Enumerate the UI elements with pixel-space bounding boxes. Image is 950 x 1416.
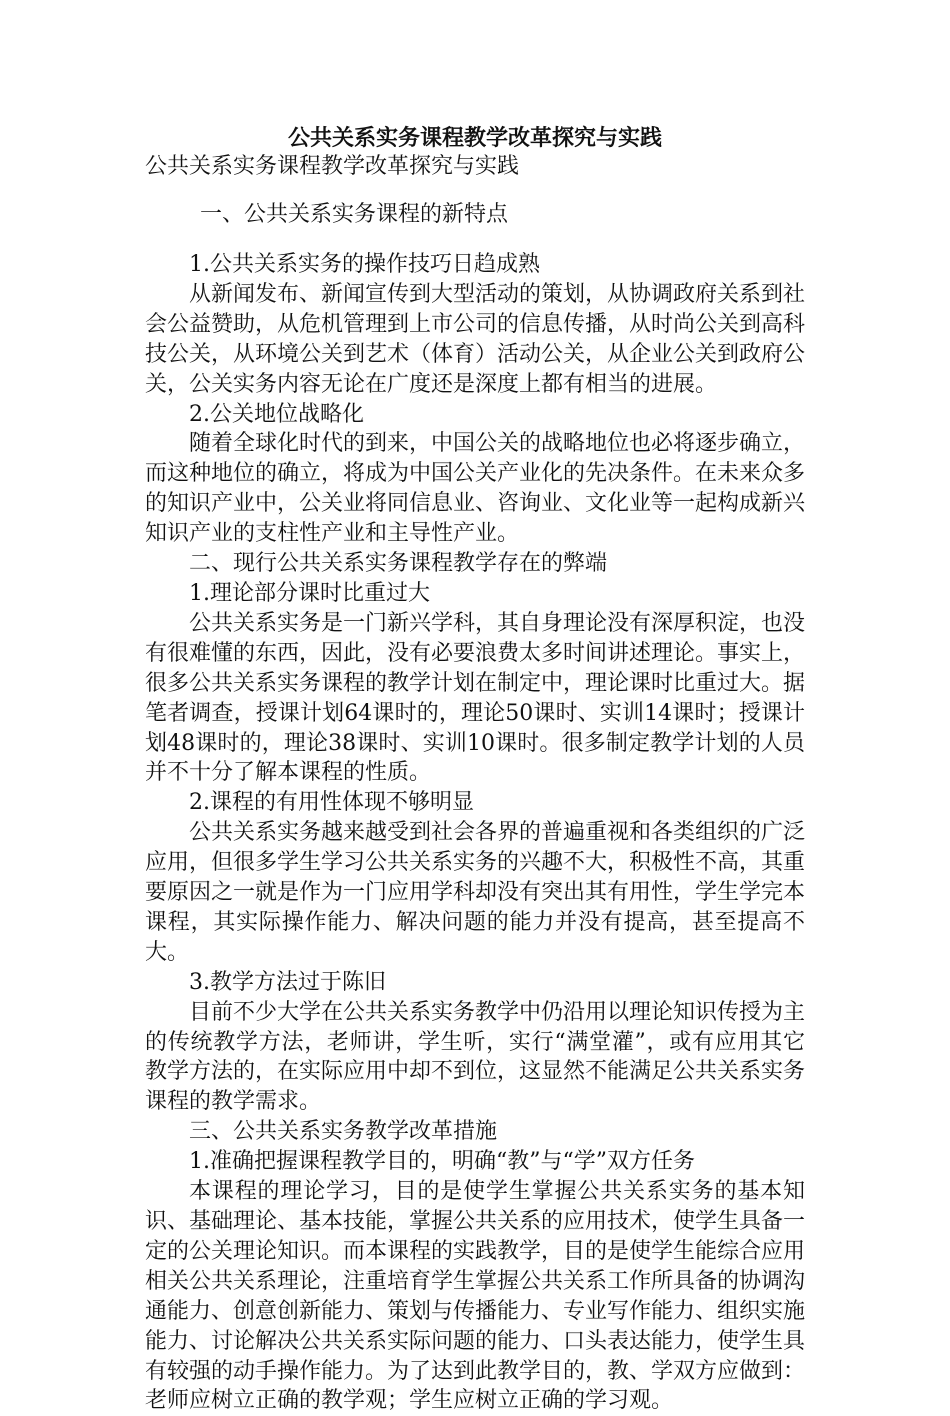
section-heading-3: 三、公共关系实务教学改革措施 [189, 1119, 498, 1145]
subheading-2-1: 1.理论部分课时比重过大 [189, 580, 430, 606]
document-title: 公共关系实务课程教学改革探究与实践 [287, 125, 662, 151]
section-heading-1: 一、公共关系实务课程的新特点 [200, 202, 509, 227]
paragraph: 目前不少大学在公共关系实务教学中仍沿用以理论知识传授为主的传统教学方法，老师讲，学生听，实行“满堂灌”，或有应用其它教学方法的，在实际应用中却不到位，这显然不能满足公共关系实务课程的教学需求。 [145, 999, 806, 1115]
subheading-1-2: 2.公关地位战略化 [189, 401, 364, 427]
paragraph: 从新闻发布、新闻宣传到大型活动的策划，从协调政府关系到社会公益赞助，从危机管理到上市公司的信息传播，从时尚公关到高科技公关，从环境公关到艺术（体育）活动公关，从企业公关到政府公关，公关实务内容无论在广度还是深度上都有相当的进展。 [145, 281, 806, 397]
subheading-2-3: 3.教学方法过于陈旧 [189, 969, 386, 995]
paragraph: 随着全球化时代的到来，中国公关的战略地位也必将逐步确立，而这种地位的确立，将成为中国公关产业化的先决条件。在未来众多的知识产业中，公关业将同信息业、咨询业、文化业等一起构成新兴知识产业的支柱性产业和主导性产业。 [145, 431, 806, 547]
paragraph: 公共关系实务越来越受到社会各界的普遍重视和各类组织的广泛应用，但很多学生学习公共关系实务的兴趣不大，积极性不高，其重要原因之一就是作为一门应用学科却没有突出其有用性，学生学完本课程，其实际操作能力、解决问题的能力并没有提高，甚至提高不大。 [145, 820, 806, 965]
subheading-3-1: 1.准确把握课程教学目的，明确“教”与“学”双方任务 [189, 1149, 695, 1175]
document-body [145, 250, 805, 1416]
section-heading-2: 二、现行公共关系实务课程教学存在的弊端 [189, 551, 608, 577]
subheading-1-1: 1.公共关系实务的操作技巧日趋成熟 [189, 252, 540, 277]
subheading-2-2: 2.课程的有用性体现不够明显 [189, 790, 474, 816]
paragraph: 本课程的理论学习，目的是使学生掌握公共关系实务的基本知识、基础理论、基本技能，掌握公共关系的应用技术，使学生具备一定的公关理论知识。而本课程的实践教学，目的是使学生能综合应用相关公共关系理论，注重培育学生掌握公共关系工作所具备的协调沟通能力、创意创新能力、策划与传播能力、专业写作能力、组织实施能力、讨论解决公共关系实际问题的能力、口头表达能力，使学生具有较强的动手操作能力。为了达到此教学目的，教、学双方应做到：老师应树立正确的教学观；学生应树立正确的学习观。 [145, 1179, 806, 1414]
document-subtitle: 公共关系实务课程教学改革探究与实践 [145, 154, 520, 179]
paragraph: 公共关系实务是一门新兴学科，其自身理论没有深厚积淀，也没有很难懂的东西，因此，没有必要浪费太多时间讲述理论。事实上，很多公共关系实务课程的教学计划在制定中，理论课时比重过大。据笔者调查，授课计划64课时的，理论50课时、实训14课时；授课计划48课时的，理论38课时、实训10课时。很多制定教学计划的人员并不十分了解本课程的性质。 [145, 610, 806, 786]
